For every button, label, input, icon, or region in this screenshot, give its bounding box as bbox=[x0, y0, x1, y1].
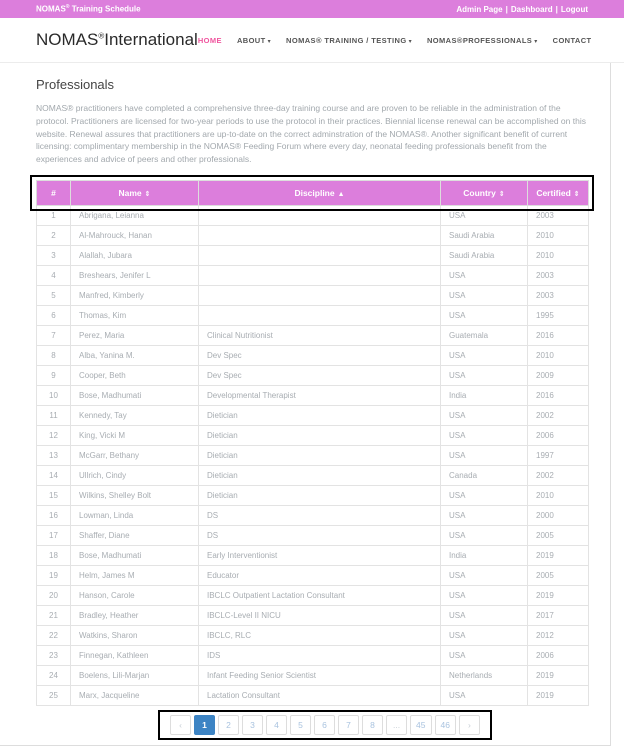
cell-certified: 2019 bbox=[528, 665, 589, 685]
nav-menu bbox=[198, 36, 592, 45]
cell-country: Canada bbox=[441, 465, 528, 485]
professionals-table bbox=[36, 180, 589, 706]
table-row bbox=[37, 325, 589, 345]
table-row bbox=[37, 345, 589, 365]
nav-item-home[interactable]: HOME bbox=[197, 35, 222, 45]
cell-discipline: Dietician bbox=[199, 405, 441, 425]
cell-discipline: Developmental Therapist bbox=[199, 385, 441, 405]
cell-certified: 2019 bbox=[528, 585, 589, 605]
cell-country: USA bbox=[441, 405, 528, 425]
cell-country: Guatemala bbox=[441, 325, 528, 345]
admin-topbar bbox=[0, 0, 624, 18]
table-header-row bbox=[37, 180, 589, 205]
page-ellipsis: ... bbox=[386, 715, 407, 735]
topbar-separator: | bbox=[505, 4, 508, 14]
column-header-country[interactable]: Country ⇕ bbox=[441, 180, 528, 205]
table-row bbox=[37, 285, 589, 305]
cell-discipline bbox=[199, 265, 441, 285]
cell-name: King, Vicki M bbox=[71, 425, 199, 445]
page-button-3[interactable]: 3 bbox=[242, 715, 263, 735]
cell-country: USA bbox=[441, 265, 528, 285]
chevron-down-icon: ▾ bbox=[534, 38, 538, 45]
topbar-links bbox=[456, 5, 588, 14]
cell-certified: 2002 bbox=[528, 405, 589, 425]
cell-discipline: Dietician bbox=[199, 425, 441, 445]
cell-discipline bbox=[199, 225, 441, 245]
main-content bbox=[0, 77, 624, 740]
cell-certified: 2006 bbox=[528, 645, 589, 665]
table-row bbox=[37, 625, 589, 645]
table-row bbox=[37, 405, 589, 425]
cell-country: USA bbox=[441, 625, 528, 645]
cell-index: 18 bbox=[37, 545, 71, 565]
sort-both-icon: ⇕ bbox=[144, 190, 151, 198]
cell-index: 16 bbox=[37, 505, 71, 525]
cell-country: Saudi Arabia bbox=[441, 245, 528, 265]
cell-certified: 2019 bbox=[528, 685, 589, 705]
cell-name: Al-Mahrouck, Hanan bbox=[71, 225, 199, 245]
cell-index: 17 bbox=[37, 525, 71, 545]
cell-index: 3 bbox=[37, 245, 71, 265]
cell-name: Abrigana, Leianna bbox=[71, 205, 199, 225]
page-title: Professionals bbox=[36, 77, 115, 92]
cell-index: 11 bbox=[37, 405, 71, 425]
topbar-link-dashboard[interactable]: Dashboard bbox=[510, 4, 553, 14]
cell-discipline: Dietician bbox=[199, 445, 441, 465]
cell-name: Wilkins, Shelley Bolt bbox=[71, 485, 199, 505]
cell-country: USA bbox=[441, 205, 528, 225]
cell-name: Perez, Maria bbox=[71, 325, 199, 345]
previous-page-button[interactable]: ‹ bbox=[170, 715, 191, 735]
professionals-table-wrap bbox=[36, 180, 588, 706]
next-page-button[interactable]: › bbox=[459, 715, 480, 735]
cell-index: 2 bbox=[37, 225, 71, 245]
cell-index: 9 bbox=[37, 365, 71, 385]
cell-certified: 2019 bbox=[528, 545, 589, 565]
registered-mark: ® bbox=[65, 4, 70, 11]
cell-index: 12 bbox=[37, 425, 71, 445]
cell-index: 6 bbox=[37, 305, 71, 325]
cell-discipline: Clinical Nutritionist bbox=[199, 325, 441, 345]
cell-certified: 2010 bbox=[528, 485, 589, 505]
cell-discipline: Early Interventionist bbox=[199, 545, 441, 565]
cell-name: Hanson, Carole bbox=[71, 585, 199, 605]
table-row bbox=[37, 445, 589, 465]
cell-name: Kennedy, Tay bbox=[71, 405, 199, 425]
cell-country: USA bbox=[441, 485, 528, 505]
cell-index: 21 bbox=[37, 605, 71, 625]
cell-certified: 2009 bbox=[528, 365, 589, 385]
cell-discipline: Dietician bbox=[199, 465, 441, 485]
main-navbar bbox=[0, 18, 624, 63]
intro-paragraph: NOMAS® practitioners have completed a comprehensive three-day training course and are proven to be reliable in the administration of the protocol. Practitioners are licensed for two-year periods to use the protocol in their practices. Biennial license renewal can be accomplished on this website. Renewal assures that practitioners are up-to-date on the correct adminstration of the NOMAS®. Another significant benefit of current licensing: complimentary membership in the NOMAS® Feeding Forum where every day, neonatal feeding professionals benefit from the experiences and advice of peers and other professionals. bbox=[36, 103, 586, 164]
table-row bbox=[37, 645, 589, 665]
topbar-link-admin-page[interactable]: Admin Page bbox=[456, 4, 503, 14]
cell-country: USA bbox=[441, 425, 528, 445]
cell-discipline: Educator bbox=[199, 565, 441, 585]
cell-name: Watkins, Sharon bbox=[71, 625, 199, 645]
cell-index: 15 bbox=[37, 485, 71, 505]
page-button-6[interactable]: 6 bbox=[314, 715, 335, 735]
page-button-5[interactable]: 5 bbox=[290, 715, 311, 735]
cell-country: Netherlands bbox=[441, 665, 528, 685]
table-row bbox=[37, 265, 589, 285]
table-row bbox=[37, 585, 589, 605]
topbar-separator: | bbox=[555, 4, 558, 14]
cell-name: Shaffer, Diane bbox=[71, 525, 199, 545]
table-row bbox=[37, 425, 589, 445]
cell-country: USA bbox=[441, 565, 528, 585]
cell-certified: 2003 bbox=[528, 265, 589, 285]
table-row bbox=[37, 605, 589, 625]
cell-country: USA bbox=[441, 605, 528, 625]
cell-name: Bose, Madhumati bbox=[71, 385, 199, 405]
cell-index: 8 bbox=[37, 345, 71, 365]
cell-discipline: Lactation Consultant bbox=[199, 685, 441, 705]
chevron-down-icon: ▾ bbox=[267, 38, 272, 45]
table-row bbox=[37, 465, 589, 485]
cell-country: USA bbox=[441, 505, 528, 525]
table-row bbox=[37, 545, 589, 565]
table-row bbox=[37, 565, 589, 585]
cell-name: Boelens, Lili-Marjan bbox=[71, 665, 199, 685]
cell-discipline: IDS bbox=[199, 645, 441, 665]
registered-mark: ® bbox=[98, 31, 105, 41]
annotation-box-pagination bbox=[158, 710, 493, 740]
table-row bbox=[37, 305, 589, 325]
cell-discipline: Infant Feeding Senior Scientist bbox=[199, 665, 441, 685]
cell-index: 19 bbox=[37, 565, 71, 585]
pagination-row bbox=[36, 710, 588, 740]
cell-country: USA bbox=[441, 365, 528, 385]
cell-index: 14 bbox=[37, 465, 71, 485]
cell-certified: 2016 bbox=[528, 325, 589, 345]
cell-discipline bbox=[199, 305, 441, 325]
cell-name: Bose, Madhumati bbox=[71, 545, 199, 565]
cell-certified: 2003 bbox=[528, 205, 589, 225]
column-header-[interactable]: # bbox=[37, 180, 71, 205]
cell-name: McGarr, Bethany bbox=[71, 445, 199, 465]
cell-discipline: Dev Spec bbox=[199, 365, 441, 385]
cell-name: Marx, Jacqueline bbox=[71, 685, 199, 705]
cell-certified: 2002 bbox=[528, 465, 589, 485]
cell-name: Cooper, Beth bbox=[71, 365, 199, 385]
cell-certified: 2010 bbox=[528, 225, 589, 245]
cell-certified: 1997 bbox=[528, 445, 589, 465]
cell-country: USA bbox=[441, 585, 528, 605]
table-row bbox=[37, 505, 589, 525]
cell-certified: 2000 bbox=[528, 505, 589, 525]
cell-index: 10 bbox=[37, 385, 71, 405]
page-button-2[interactable]: 2 bbox=[218, 715, 239, 735]
cell-country: India bbox=[441, 545, 528, 565]
cell-index: 7 bbox=[37, 325, 71, 345]
topbar-title: NOMAS® Training Schedule bbox=[36, 4, 141, 14]
page-button-46[interactable]: 46 bbox=[435, 715, 456, 735]
cell-certified: 2003 bbox=[528, 285, 589, 305]
cell-discipline bbox=[199, 205, 441, 225]
column-header-certified[interactable]: Certified ⇕ bbox=[528, 180, 589, 205]
nav-item-about[interactable]: ABOUT ▾ bbox=[236, 35, 272, 45]
site-logo[interactable]: NOMAS®International bbox=[36, 30, 198, 49]
cell-name: Breshears, Jenifer L bbox=[71, 265, 199, 285]
table-row bbox=[37, 225, 589, 245]
cell-country: USA bbox=[441, 445, 528, 465]
cell-index: 22 bbox=[37, 625, 71, 645]
column-header-discipline[interactable]: Discipline ▲ bbox=[199, 180, 441, 205]
chevron-down-icon: ▾ bbox=[408, 38, 412, 45]
nav-item-nomas-professionals[interactable]: NOMAS®PROFESSIONALS ▾ bbox=[426, 35, 538, 45]
table-row bbox=[37, 385, 589, 405]
cell-discipline: IBCLC Outpatient Lactation Consultant bbox=[199, 585, 441, 605]
cell-certified: 2006 bbox=[528, 425, 589, 445]
table-row bbox=[37, 245, 589, 265]
cell-name: Alba, Yanina M. bbox=[71, 345, 199, 365]
page-button-4[interactable]: 4 bbox=[266, 715, 287, 735]
cell-discipline: DS bbox=[199, 525, 441, 545]
cell-country: USA bbox=[441, 285, 528, 305]
cell-country: India bbox=[441, 385, 528, 405]
cell-discipline: DS bbox=[199, 505, 441, 525]
cell-discipline: Dietician bbox=[199, 485, 441, 505]
table-row bbox=[37, 365, 589, 385]
page-button-7[interactable]: 7 bbox=[338, 715, 359, 735]
cell-discipline: IBCLC, RLC bbox=[199, 625, 441, 645]
table-row bbox=[37, 525, 589, 545]
cell-certified: 2005 bbox=[528, 565, 589, 585]
table-row bbox=[37, 665, 589, 685]
cell-country: USA bbox=[441, 305, 528, 325]
page-button-45[interactable]: 45 bbox=[410, 715, 431, 735]
nav-item-contact[interactable]: CONTACT bbox=[552, 35, 592, 45]
cell-name: Bradley, Heather bbox=[71, 605, 199, 625]
cell-country: USA bbox=[441, 345, 528, 365]
topbar-link-logout[interactable]: Logout bbox=[560, 4, 588, 14]
cell-certified: 2012 bbox=[528, 625, 589, 645]
cell-index: 13 bbox=[37, 445, 71, 465]
cell-name: Manfred, Kimberly bbox=[71, 285, 199, 305]
cell-discipline: Dev Spec bbox=[199, 345, 441, 365]
table-row bbox=[37, 485, 589, 505]
sort-ascending-icon: ▲ bbox=[337, 190, 345, 198]
cell-country: Saudi Arabia bbox=[441, 225, 528, 245]
cell-certified: 1995 bbox=[528, 305, 589, 325]
table-row bbox=[37, 205, 589, 225]
cell-index: 25 bbox=[37, 685, 71, 705]
cell-certified: 2010 bbox=[528, 245, 589, 265]
cell-country: USA bbox=[441, 685, 528, 705]
cell-certified: 2017 bbox=[528, 605, 589, 625]
cell-certified: 2005 bbox=[528, 525, 589, 545]
cell-certified: 2016 bbox=[528, 385, 589, 405]
cell-index: 5 bbox=[37, 285, 71, 305]
cell-index: 4 bbox=[37, 265, 71, 285]
cell-name: Finnegan, Kathleen bbox=[71, 645, 199, 665]
cell-discipline: IBCLC-Level II NICU bbox=[199, 605, 441, 625]
page-button-1[interactable]: 1 bbox=[194, 715, 215, 735]
cell-name: Alallah, Jubara bbox=[71, 245, 199, 265]
cell-country: USA bbox=[441, 645, 528, 665]
cell-name: Ullrich, Cindy bbox=[71, 465, 199, 485]
cell-discipline bbox=[199, 285, 441, 305]
cell-country: USA bbox=[441, 525, 528, 545]
cell-index: 23 bbox=[37, 645, 71, 665]
cell-discipline bbox=[199, 245, 441, 265]
table-row bbox=[37, 685, 589, 705]
cell-index: 24 bbox=[37, 665, 71, 685]
column-header-name[interactable]: Name ⇕ bbox=[71, 180, 199, 205]
cell-index: 1 bbox=[37, 205, 71, 225]
cell-name: Helm, James M bbox=[71, 565, 199, 585]
page-button-8[interactable]: 8 bbox=[362, 715, 383, 735]
nav-item-nomas-training-testing[interactable]: NOMAS® TRAINING / TESTING ▾ bbox=[286, 35, 412, 45]
cell-index: 20 bbox=[37, 585, 71, 605]
cell-certified: 2010 bbox=[528, 345, 589, 365]
cell-name: Lowman, Linda bbox=[71, 505, 199, 525]
sort-both-icon: ⇕ bbox=[498, 190, 505, 198]
cell-name: Thomas, Kim bbox=[71, 305, 199, 325]
sort-both-icon: ⇕ bbox=[573, 190, 580, 198]
